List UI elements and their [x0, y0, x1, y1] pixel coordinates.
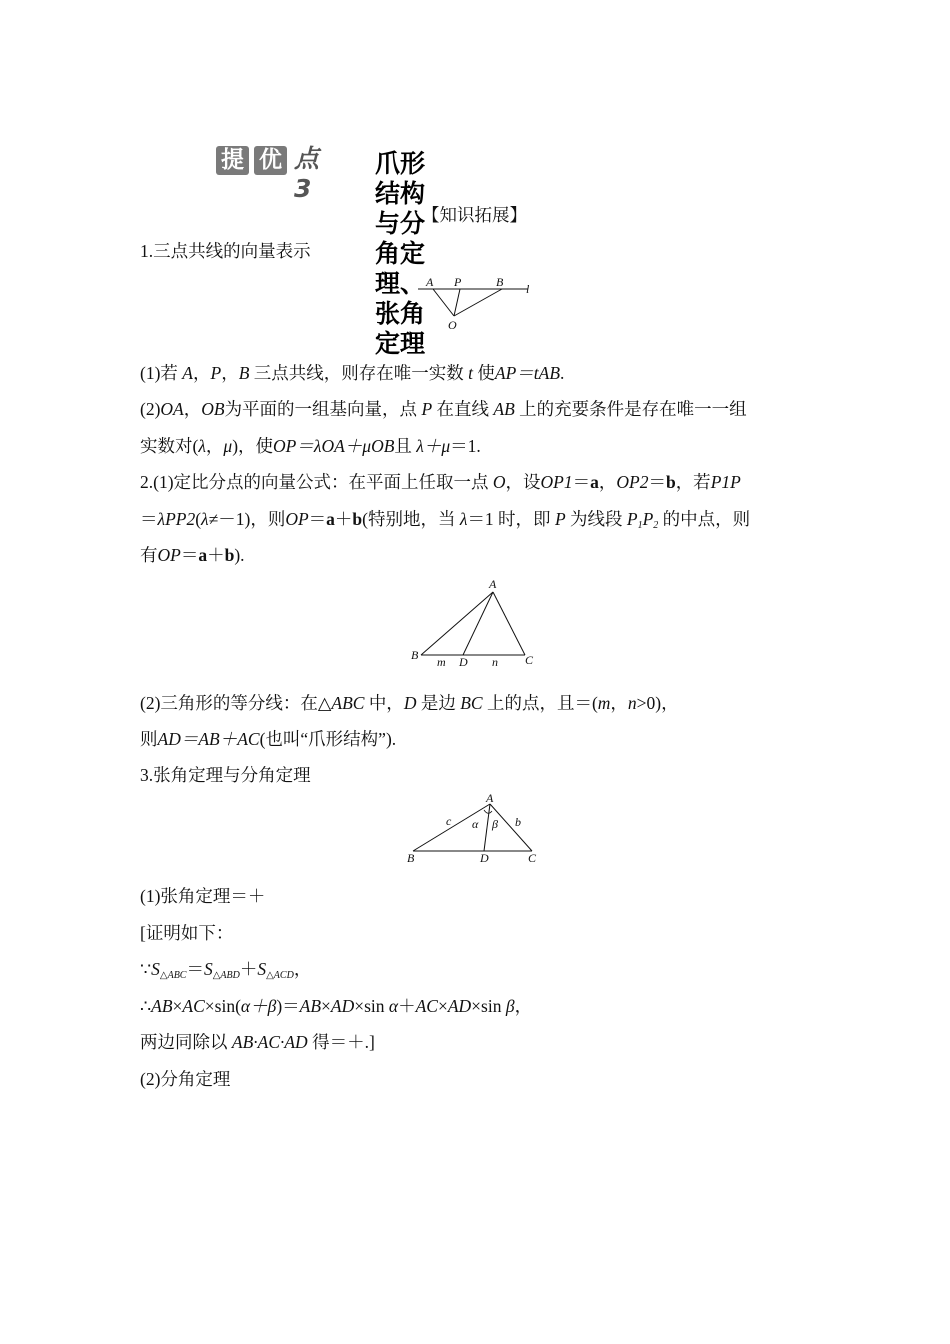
label-A: A: [426, 275, 434, 289]
label-beta: β: [492, 817, 498, 831]
segment-AD: [463, 592, 493, 655]
s1-p2-line1: (2)OA，OB为平面的一组基向量，点 P 在直线 AB 上的充要条件是存在唯一一组: [140, 399, 747, 419]
s3-line6: (2)分角定理: [140, 1069, 231, 1089]
angle-arc: [484, 810, 492, 813]
tag-you: 优: [254, 146, 287, 175]
label-alpha: α: [472, 817, 479, 831]
tag-dian: 点3: [294, 144, 320, 203]
s2-p2-line2: 则AD＝AB＋AC(也叫“爪形结构”).: [140, 729, 397, 749]
s2-line1: 2.(1)定比分点的向量公式：在平面上任取一点 O，设OP1＝a，OP2＝b，若P1P: [140, 472, 741, 492]
side-AB: [421, 592, 493, 655]
s3-line2: [证明如下：: [140, 923, 234, 943]
triangle-figure-1: [405, 574, 545, 670]
s3-line1: (1)张角定理＝＋: [140, 886, 266, 906]
s1-p2-line2: 实数对(λ，μ)，使OP＝λOA＋μOB且 λ＋μ＝1.: [140, 436, 481, 456]
s3-line4: ∴AB×AC×sin(α＋β)＝AB×AD×sin α＋AC×AD×sin β，: [140, 996, 533, 1016]
label-O: O: [448, 318, 457, 332]
label-A: A: [489, 577, 497, 591]
s2-p2-line1: (2)三角形的等分线：在△ABC 中，D 是边 BC 上的点，且＝(m，n>0)，: [140, 693, 679, 713]
label-P: P: [454, 275, 462, 289]
s2-line2: ＝λPP2(λ≠－1)，则OP＝a＋b(特别地，当 λ＝1 时，即 P 为线段 $P_1P_2$ 的中点，则: [140, 509, 751, 531]
label-m: m: [437, 655, 446, 669]
s2-line3: 有OP＝a＋b).: [140, 545, 245, 565]
s1-p1: (1)若 A，P，B 三点共线，则存在唯一实数 t 使AP＝tAB.: [140, 363, 565, 383]
heading-3: 3.张角定理与分角定理: [140, 765, 311, 785]
label-n: n: [492, 655, 498, 669]
label-A: A: [486, 792, 494, 805]
label-b: b: [515, 815, 521, 829]
label-B: B: [411, 648, 419, 662]
segment-OB: [454, 289, 502, 316]
page-title: 爪形结构与分角定理、张角定理: [375, 149, 426, 358]
label-D: D: [459, 655, 468, 669]
collinear-figure: [410, 272, 540, 334]
label-c: c: [446, 814, 452, 828]
heading-1: 1.三点共线的向量表示: [140, 241, 311, 261]
label-l: l: [526, 282, 530, 296]
label-B: B: [407, 851, 415, 865]
segment-OP: [454, 289, 460, 316]
tag-ti: 提: [216, 146, 249, 175]
label-B: B: [496, 275, 504, 289]
side-AC: [493, 592, 525, 655]
label-C: C: [528, 851, 537, 865]
triangle-figure-2: [400, 792, 550, 866]
segment-OA: [433, 289, 454, 316]
label-D: D: [480, 851, 489, 865]
side-AB: [413, 804, 490, 851]
section-label: 【知识拓展】: [422, 205, 527, 225]
s3-line5: 两边同除以 AB·AC·AD 得＝＋.]: [140, 1032, 375, 1052]
s3-line3: $\because S_{\triangle ABC}=S_{\triangle ABD}+S_{\triangle ACD}$，: [140, 959, 312, 981]
label-C: C: [525, 653, 534, 667]
